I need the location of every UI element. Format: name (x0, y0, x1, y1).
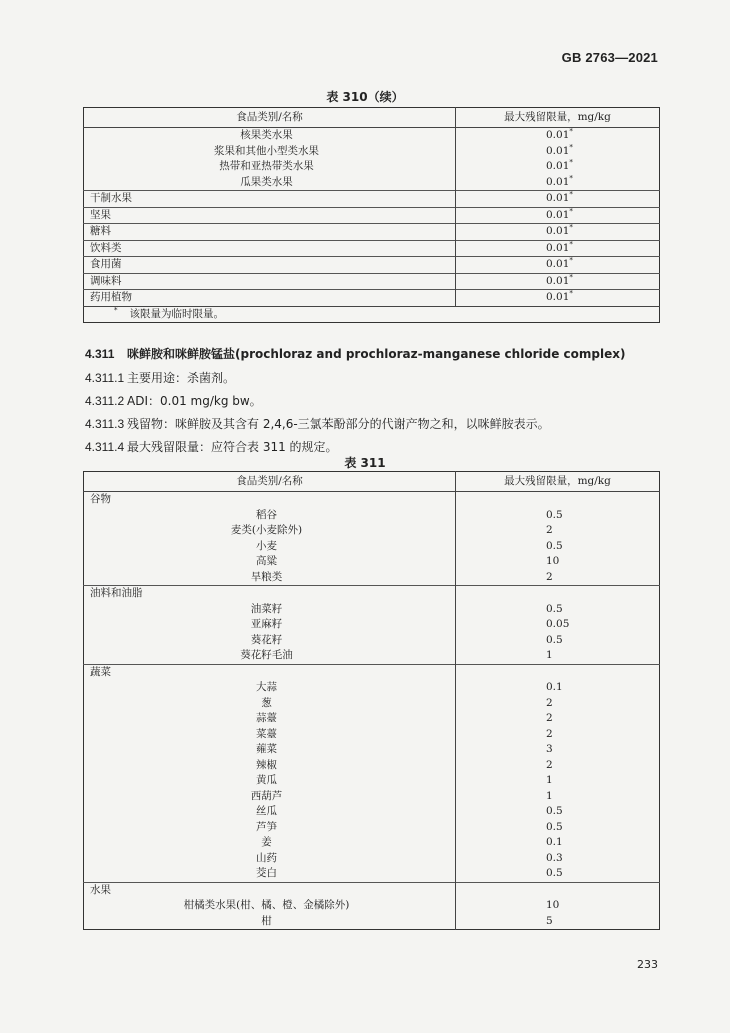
table-row (84, 804, 660, 820)
mrl-cell (456, 523, 660, 539)
mrl-cell (456, 711, 660, 727)
mrl-value: 0.5 (546, 805, 563, 817)
table-row (84, 586, 660, 602)
mrl-value: 2 (546, 570, 553, 583)
section-item-text: 残留物：咪鲜胺及其含有 2,4,6-三氯苯酚部分的代谢产物之和，以咪鲜胺表示。 (127, 417, 550, 431)
food-name-cell: 稻谷 (84, 508, 456, 524)
note-mark: * (114, 306, 118, 314)
table-row (84, 191, 660, 208)
section-item-number: 4.311.3 (85, 417, 125, 431)
mrl-cell (456, 554, 660, 570)
mrl-cell (456, 159, 660, 175)
food-name-cell: 高粱 (84, 554, 456, 570)
column-header-food: 食品类别/名称 (84, 108, 456, 128)
food-name-cell: 坚果 (84, 207, 456, 224)
mrl-cell (456, 742, 660, 758)
footnote-mark: * (569, 127, 573, 136)
mrl-value: 0.5 (546, 508, 563, 521)
mrl-value: 0.01 (546, 291, 570, 303)
mrl-cell (456, 290, 660, 307)
mrl-cell (456, 207, 660, 224)
table-row (84, 554, 660, 570)
food-name-cell: 亚麻籽 (84, 617, 456, 633)
section-item-text: 最大残留限量：应符合表 311 的规定。 (127, 440, 338, 454)
footnote-mark: * (569, 207, 573, 215)
mrl-cell (456, 696, 660, 712)
mrl-cell (456, 144, 660, 160)
mrl-cell (456, 820, 660, 836)
food-name-cell: 饮料类 (84, 240, 456, 257)
food-name-cell: 蔬菜 (84, 664, 456, 680)
mrl-cell (456, 866, 660, 882)
mrl-cell (456, 539, 660, 555)
table-row (84, 851, 660, 867)
table-row (84, 523, 660, 539)
mrl-cell (456, 257, 660, 274)
section-heading-text: 咪鲜胺和咪鲜胺锰盐(prochloraz and prochloraz-manganese chloride complex) (127, 347, 626, 361)
mrl-value: 0.1 (546, 836, 563, 848)
food-name-cell: 柑 (84, 914, 456, 930)
mrl-cell (456, 633, 660, 649)
footnote-mark: * (569, 159, 573, 167)
table-row (84, 508, 660, 524)
food-name-cell: 调味料 (84, 273, 456, 290)
mrl-value: 0.5 (546, 602, 563, 615)
table-row (84, 820, 660, 836)
table-row (84, 570, 660, 586)
table-row (84, 633, 660, 649)
table-row (84, 789, 660, 805)
mrl-value: 10 (546, 555, 560, 567)
table-row (84, 664, 660, 680)
food-name-cell: 水果 (84, 882, 456, 898)
mrl-cell (456, 773, 660, 789)
mrl-value: 2 (546, 524, 553, 536)
mrl-value: 0.05 (546, 618, 570, 630)
mrl-cell (456, 273, 660, 290)
table-row (84, 711, 660, 727)
food-name-cell: 瓜果类水果 (84, 175, 456, 191)
mrl-value: 0.01 (546, 129, 570, 141)
table-row (84, 898, 660, 914)
table-row (84, 539, 660, 555)
table-310 (83, 107, 660, 323)
mrl-value: 0.01 (546, 175, 570, 188)
table-row (84, 207, 660, 224)
note-text: 该限量为临时限量。 (129, 307, 224, 320)
mrl-value: 0.01 (546, 258, 570, 270)
table-row (84, 882, 660, 898)
section-heading-number: 4.311 (85, 347, 115, 361)
mrl-value: 1 (546, 789, 553, 802)
mrl-cell (456, 664, 660, 680)
table-row (84, 866, 660, 882)
mrl-value: 0.5 (546, 633, 563, 646)
footnote-mark: * (569, 174, 573, 182)
food-name-cell: 葱 (84, 696, 456, 712)
section-item (85, 392, 262, 409)
mrl-cell (456, 727, 660, 743)
table-row (84, 144, 660, 160)
section-item (85, 438, 338, 455)
food-name-cell: 核果类水果 (84, 128, 456, 144)
food-name-cell: 茭白 (84, 866, 456, 882)
food-name-cell: 麦类(小麦除外) (84, 523, 456, 539)
table-row (84, 492, 660, 508)
footnote-mark: * (569, 223, 573, 232)
footnote-mark: * (569, 273, 573, 281)
mrl-value: 0.01 (546, 160, 570, 172)
column-header-mrl: 最大残留限量，mg/kg (456, 108, 660, 128)
food-name-cell: 油菜籽 (84, 602, 456, 618)
food-name-cell: 柑橘类水果(柑、橘、橙、金橘除外) (84, 898, 456, 914)
table-note-row (84, 306, 660, 323)
mrl-cell (456, 602, 660, 618)
mrl-cell (456, 648, 660, 664)
food-name-cell: 大蒜 (84, 680, 456, 696)
footnote-mark: * (569, 190, 573, 199)
mrl-value: 0.01 (546, 144, 570, 157)
mrl-value: 2 (546, 712, 553, 724)
mrl-cell (456, 898, 660, 914)
mrl-cell (456, 175, 660, 191)
section-item-text: ADI：0.01 mg/kg bw。 (127, 394, 262, 408)
footnote-mark: * (569, 256, 573, 265)
mrl-value: 1 (546, 649, 553, 661)
food-name-cell: 谷物 (84, 492, 456, 508)
table-row (84, 914, 660, 930)
food-name-cell: 干制水果 (84, 191, 456, 208)
mrl-cell (456, 617, 660, 633)
food-name-cell: 小麦 (84, 539, 456, 555)
table-row (84, 602, 660, 618)
table-311-caption: 表 311 (344, 456, 386, 470)
footnote-mark: * (569, 143, 573, 151)
food-name-cell: 黄瓜 (84, 773, 456, 789)
footnote-mark: * (569, 240, 573, 248)
table-row (84, 240, 660, 257)
mrl-cell (456, 882, 660, 898)
mrl-value: 0.01 (546, 225, 570, 237)
table-row (84, 290, 660, 307)
mrl-value: 3 (546, 743, 553, 755)
table-row (84, 835, 660, 851)
footnote-mark: * (569, 289, 573, 298)
table-row (84, 128, 660, 144)
mrl-cell (456, 128, 660, 144)
section-item-number: 4.311.2 (85, 394, 125, 408)
page-number: 233 (637, 958, 658, 971)
food-name-cell: 芦笋 (84, 820, 456, 836)
table-row (84, 257, 660, 274)
food-name-cell: 姜 (84, 835, 456, 851)
mrl-value: 2 (546, 696, 553, 709)
food-name-cell: 热带和亚热带类水果 (84, 159, 456, 175)
table-row (84, 727, 660, 743)
table-header-row (84, 472, 660, 492)
food-name-cell: 浆果和其他小型类水果 (84, 144, 456, 160)
food-name-cell: 药用植物 (84, 290, 456, 307)
mrl-value: 0.5 (546, 820, 563, 833)
mrl-value: 10 (546, 899, 560, 911)
food-name-cell: 食用菌 (84, 257, 456, 274)
food-name-cell: 蒜薹 (84, 711, 456, 727)
table-row (84, 273, 660, 290)
food-name-cell: 葵花籽 (84, 633, 456, 649)
mrl-value: 0.1 (546, 681, 563, 693)
mrl-value: 0.01 (546, 208, 570, 221)
mrl-value: 1 (546, 774, 553, 786)
mrl-cell (456, 224, 660, 241)
mrl-cell (456, 191, 660, 208)
food-name-cell: 山药 (84, 851, 456, 867)
table-row (84, 648, 660, 664)
food-name-cell: 丝瓜 (84, 804, 456, 820)
standard-code: GB 2763—2021 (561, 50, 658, 65)
column-header-food: 食品类别/名称 (84, 472, 456, 492)
food-name-cell: 西葫芦 (84, 789, 456, 805)
table-row (84, 758, 660, 774)
mrl-value: 2 (546, 727, 553, 740)
mrl-cell (456, 914, 660, 930)
mrl-cell (456, 570, 660, 586)
table-row (84, 175, 660, 191)
section-item (85, 369, 235, 386)
mrl-value: 0.5 (546, 867, 563, 879)
food-name-cell: 葵花籽毛油 (84, 648, 456, 664)
mrl-cell (456, 508, 660, 524)
table-row (84, 680, 660, 696)
table-row (84, 224, 660, 241)
mrl-cell (456, 492, 660, 508)
section-item (85, 415, 550, 432)
section-heading (85, 345, 625, 362)
table-row (84, 159, 660, 175)
food-name-cell: 旱粮类 (84, 570, 456, 586)
mrl-value: 0.01 (546, 274, 570, 287)
mrl-value: 5 (546, 914, 553, 927)
food-name-cell: 蕹菜 (84, 742, 456, 758)
mrl-value: 0.01 (546, 241, 570, 254)
table-note (84, 306, 660, 323)
mrl-cell (456, 804, 660, 820)
food-name-cell: 油料和油脂 (84, 586, 456, 602)
food-name-cell: 辣椒 (84, 758, 456, 774)
mrl-cell (456, 851, 660, 867)
mrl-cell (456, 680, 660, 696)
mrl-cell (456, 758, 660, 774)
section-item-number: 4.311.1 (85, 371, 125, 385)
food-name-cell: 糖料 (84, 224, 456, 241)
mrl-cell (456, 586, 660, 602)
mrl-value: 0.5 (546, 539, 563, 552)
section-item-number: 4.311.4 (85, 440, 125, 454)
table-row (84, 742, 660, 758)
section-item-text: 主要用途：杀菌剂。 (127, 371, 236, 385)
mrl-cell (456, 240, 660, 257)
column-header-mrl: 最大残留限量，mg/kg (456, 472, 660, 492)
mrl-cell (456, 835, 660, 851)
table-311 (83, 471, 660, 930)
mrl-value: 0.01 (546, 192, 570, 204)
table-row (84, 773, 660, 789)
mrl-value: 2 (546, 758, 553, 771)
table-row (84, 696, 660, 712)
mrl-value: 0.3 (546, 851, 563, 864)
mrl-cell (456, 789, 660, 805)
food-name-cell: 菜薹 (84, 727, 456, 743)
table-310-caption: 表 310（续） (326, 90, 404, 104)
table-row (84, 617, 660, 633)
table-header-row (84, 108, 660, 128)
